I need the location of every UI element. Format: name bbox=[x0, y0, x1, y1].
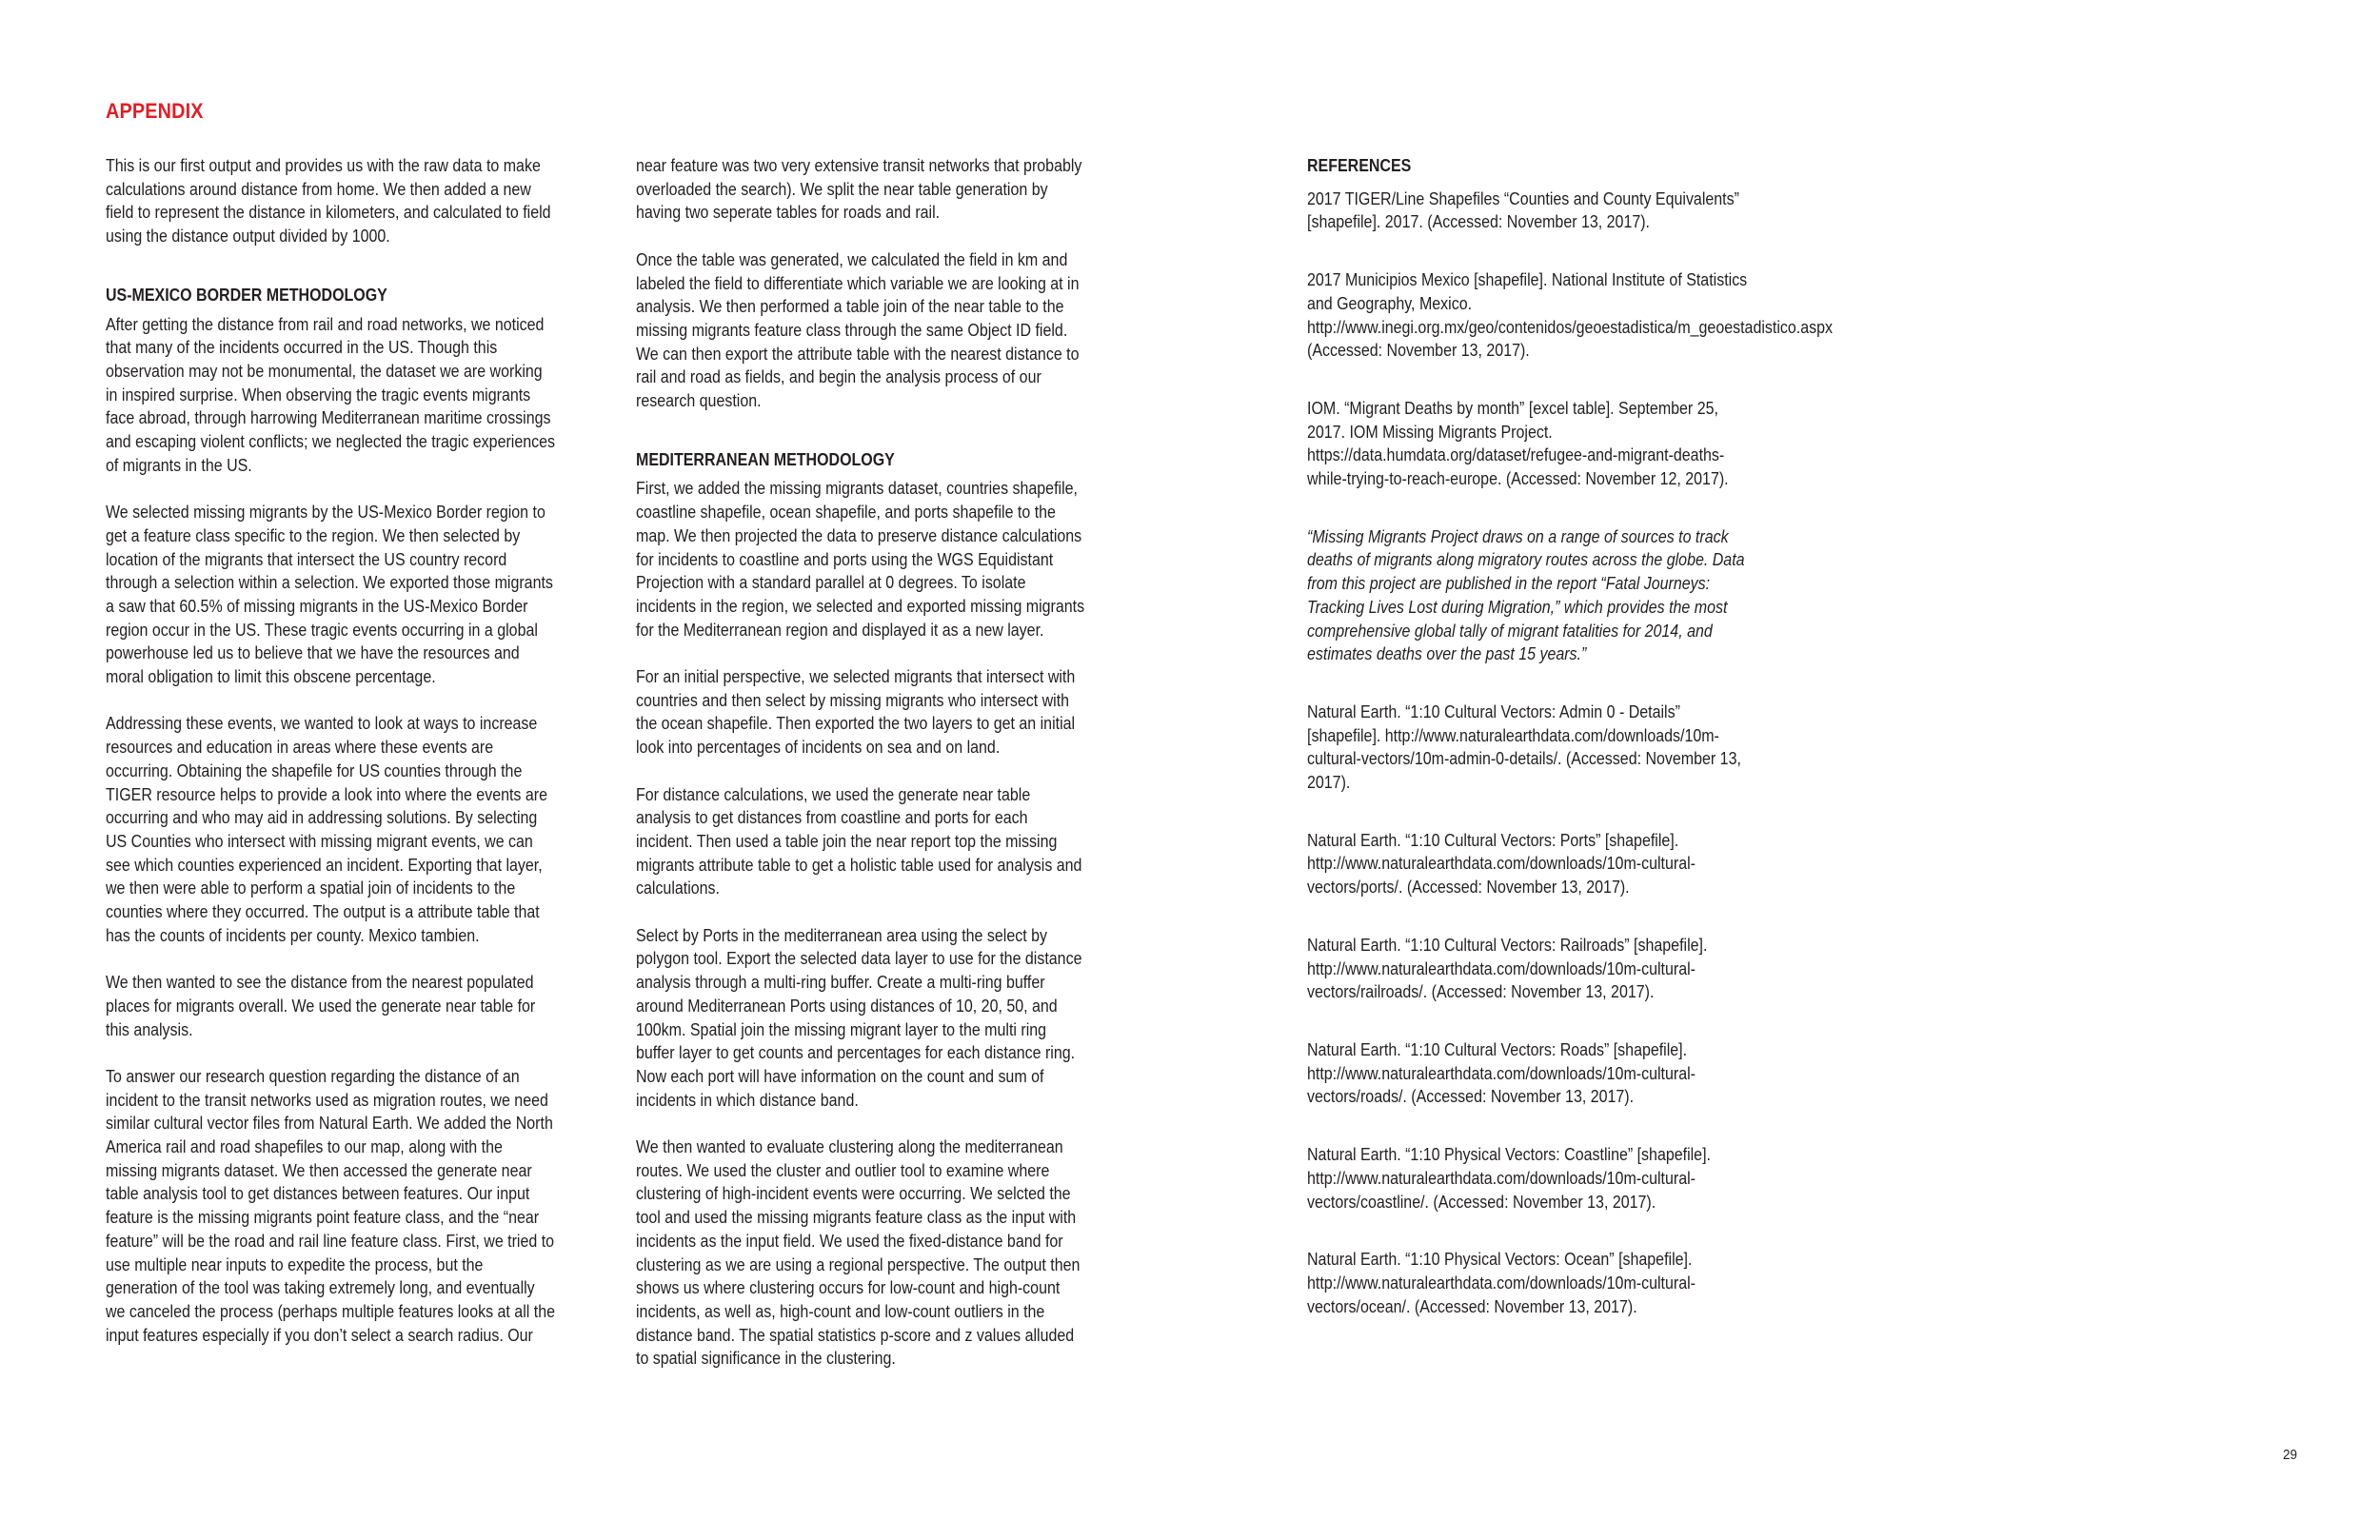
reference-entry: 2017 Municipios Mexico [shapefile]. National Institute of Statistics and Geography, Mexico. http://www.inegi.org.mx/geo/contenidos/geoestadistica/m_geoestadistico.aspx (Accessed: November 13, 2017). bbox=[1307, 269, 1833, 361]
reference-entry: IOM. “Migrant Deaths by month” [excel table]. September 25, 2017. IOM Missing Migrants Project. https://data.humdata.org/dataset/refugee-and-migrant-deaths-while-trying-to-reach-europe. (Accessed: November 12, 2017). bbox=[1307, 397, 1729, 489]
body-paragraph: We selected missing migrants by the US-Mexico Border region to get a feature class specific to the region. We then selected by location of the migrants that intersect the US country record through a selection within a selection. We exported those migrants a saw that 60.5% of missing migrants in the US-Mexico Border region occur in the US. These tragic events occurring in a global powerhouse led us to believe that we have the resources and moral obligation to limit this obscene percentage. bbox=[106, 502, 553, 687]
reference-entry: Natural Earth. “1:10 Physical Vectors: Coastline” [shapefile]. http://www.naturalearthdata.com/downloads/10m-cultural-vectors/coastline/. (Accessed: November 13, 2017). bbox=[1307, 1144, 1711, 1212]
body-paragraph: To answer our research question regarding the distance of an incident to the transit networks used as migration routes, we need similar cultural vector files from Natural Earth. We added the North America rail and road shapefiles to our map, along with the missing migrants dataset. We then accessed the generate near table analysis tool to get distances between features. Our input feature is the missing migrants point feature class, and the “near feature” will be the road and rail line feature class. First, we tried to use multiple near inputs to expedite the process, but the generation of the tool was taking extremely long, and eventually we canceled the process (perhaps multiple features looks at all the input features especially if you don’t select a search radius. Our bbox=[106, 1065, 555, 1345]
section-heading-mediterranean: MEDITERRANEAN METHODOLOGY bbox=[636, 448, 895, 469]
reference-entry: Natural Earth. “1:10 Cultural Vectors: Ports” [shapefile]. http://www.naturalearthdata.com/downloads/10m-cultural-vectors/ports/. (Accessed: November 13, 2017). bbox=[1307, 829, 1696, 898]
body-paragraph: For distance calculations, we used the generate near table analysis to get distances from coastline and ports for each incident. Then used a table join the near report top the missing migrants attribute table to get a holistic table used for analysis and calculations. bbox=[636, 783, 1082, 898]
body-paragraph: Select by Ports in the mediterranean area using the select by polygon tool. Export the selected data layer to use for the distance analysis through a multi-ring buffer. Create a multi-ring buffer around Mediterranean Ports using distances of 10, 20, 50, and 100km. Spatial join the missing migrant layer to the multi ring buffer layer to get counts and percentages for each distance ring. Now each port will have information on the count and sum of incidents in which distance band. bbox=[636, 924, 1082, 1110]
references-heading: REFERENCES bbox=[1307, 155, 1412, 175]
reference-quote: “Missing Migrants Project draws on a range of sources to track deaths of migrants along migratory routes across the globe. Data from this project are published in the report “Fatal Journeys: Tracking Lives Lost during Migration,” which provides the most comprehensive global tally of migrant fatalities for 2014, and estimates deaths over the past 15 years.” bbox=[1307, 525, 1745, 664]
reference-entry: Natural Earth. “1:10 Cultural Vectors: Railroads” [shapefile]. http://www.naturalearthdata.com/downloads/10m-cultural-vectors/railroads/. (Accessed: November 13, 2017). bbox=[1307, 934, 1708, 1002]
body-paragraph: Once the table was generated, we calculated the field in km and labeled the field to differentiate which variable we are looking at in analysis. We then performed a table join of the near table to the missing migrants feature class through the same Object ID field. We can then export the attribute table with the nearest distance to rail and road as fields, and begin the analysis process of our research question. bbox=[636, 248, 1080, 411]
intro-paragraph: This is our first output and provides us with the raw data to make calculations around distance from home. We then added a new field to represent the distance in kilometers, and calculated to field using the distance output divided by 1000. bbox=[106, 155, 551, 247]
reference-entry: Natural Earth. “1:10 Physical Vectors: Ocean” [shapefile]. http://www.naturalearthdata.com/downloads/10m-cultural-vectors/ocean/. (Accessed: November 13, 2017). bbox=[1307, 1249, 1696, 1316]
body-paragraph: First, we added the missing migrants dataset, countries shapefile, coastline shapefile, ocean shapefile, and ports shapefile to the map. We then projected the data to preserve distance calculations for incidents to coastline and ports using the WGS Equidistant Projection with a standard parallel at 0 degrees. To isolate incidents in the region, we selected and exported missing migrants for the Mediterranean region and displayed it as a new layer. bbox=[636, 478, 1085, 640]
reference-entry: Natural Earth. “1:10 Cultural Vectors: Roads” [shapefile]. http://www.naturalearthdata.com/downloads/10m-cultural-vectors/roads/. (Accessed: November 13, 2017). bbox=[1307, 1038, 1696, 1107]
text-column-middle bbox=[636, 154, 1086, 1394]
references-column bbox=[1307, 154, 1833, 1352]
body-paragraph: We then wanted to see the distance from the nearest populated places for migrants overall. We used the generate near table for this analysis. bbox=[106, 972, 536, 1039]
page-title: APPENDIX bbox=[106, 99, 204, 123]
reference-entry: Natural Earth. “1:10 Cultural Vectors: Admin 0 - Details” [shapefile]. http://www.naturalearthdata.com/downloads/10m-cultural-vectors/10m-admin-0-details/. (Accessed: November 13, 2017). bbox=[1307, 701, 1741, 793]
body-paragraph: We then wanted to evaluate clustering along the mediterranean routes. We used the cluster and outlier tool to examine where clustering of high-incident events were occurring. We selcted the tool and used the missing migrants feature class as the input with incidents as the input field. We used the fixed-distance band for clustering as we are using a regional perspective. The output then shows us where clustering occurs for low-count and high-count incidents, as well as, high-count and low-count outliers in the distance band. The spatial statistics p-score and z values alluded to spatial significance in the clustering. bbox=[636, 1136, 1081, 1369]
page-number: 29 bbox=[2283, 1447, 2298, 1463]
reference-entry: 2017 TIGER/Line Shapefiles “Counties and County Equivalents” [shapefile]. 2017. (Accessed: November 13, 2017). bbox=[1307, 188, 1739, 232]
body-paragraph: After getting the distance from rail and road networks, we noticed that many of the incidents occurred in the US. Though this observation may not be monumental, the dataset we are working in inspired surprise. When observing the tragic events migrants face abroad, through harrowing Mediterranean maritime crossings and escaping violent conflicts; we neglected the tragic experiences of migrants in the US. bbox=[106, 313, 556, 475]
body-paragraph: near feature was two very extensive transit networks that probably overloaded the search). We split the near table generation by having two seperate tables for roads and rail. bbox=[636, 155, 1082, 223]
body-paragraph: Addressing these events, we wanted to look at ways to increase resources and education in areas where these events are occurring. Obtaining the shapefile for US counties through the TIGER resource helps to provide a look into where the events are occurring and who may aid in addressing solutions. By selecting US Counties who intersect with missing migrant events, we can see which counties experienced an incident. Exporting that layer, we then were able to perform a spatial join of incidents to the counties where they occurred. The output is a attribute table that has the counts of incidents per county. Mexico tambien. bbox=[106, 713, 547, 945]
section-heading-us-mexico: US-MEXICO BORDER METHODOLOGY bbox=[106, 284, 387, 305]
text-column-left bbox=[106, 154, 556, 1371]
body-paragraph: For an initial perspective, we selected migrants that intersect with countries and then select by missing migrants who intersect with the ocean shapefile. Then exported the two layers to get an initial look into percentages of incidents on sea and on land. bbox=[636, 666, 1076, 758]
